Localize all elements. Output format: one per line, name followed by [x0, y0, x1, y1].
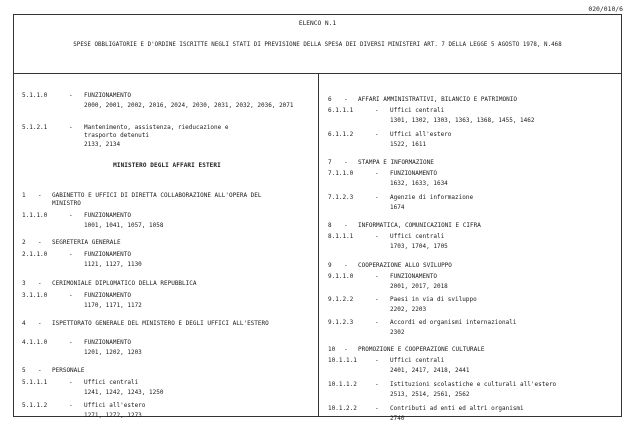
section-number: 7 — [328, 159, 332, 166]
item-dash: - — [375, 381, 379, 388]
section-heading — [328, 262, 618, 270]
item-dash: - — [375, 296, 379, 303]
list-item — [22, 251, 312, 268]
item-code: 9.1.1.0 — [328, 273, 354, 280]
section-heading — [328, 96, 618, 104]
item-label: FUNZIONAMENTO — [390, 273, 437, 280]
item-numbers: 2513, 2514, 2561, 2562 — [390, 390, 470, 398]
item-label: FUNZIONAMENTO — [84, 92, 131, 99]
item-numbers: 1301, 1302, 1303, 1363, 1368, 1455, 1462 — [390, 116, 535, 124]
section-dash: - — [38, 320, 42, 327]
document-code: 020/010/6 — [588, 5, 623, 13]
section-number: 1 — [22, 192, 26, 199]
item-code: 5.1.2.1 — [22, 124, 48, 131]
section-dash: - — [344, 96, 348, 103]
item-label: FUNZIONAMENTO — [84, 212, 131, 219]
item-numbers: 1241, 1242, 1243, 1250 — [84, 388, 164, 396]
item-label: Uffici centrali — [390, 107, 445, 114]
item-numbers: 1170, 1171, 1172 — [84, 301, 142, 309]
item-label: Paesi in via di sviluppo — [390, 296, 477, 303]
item-dash: - — [69, 292, 73, 299]
list-title: ELENCO N.1 — [298, 20, 337, 27]
item-dash: - — [375, 357, 379, 364]
column-divider — [318, 74, 319, 417]
item-dash: - — [69, 124, 73, 131]
section-label: STAMPA E INFORMAZIONE — [358, 159, 434, 166]
item-dash: - — [69, 379, 73, 386]
item-code: 9.1.2.3 — [328, 319, 354, 326]
list-item — [22, 212, 312, 229]
section-label: COOPERAZIONE ALLO SVILUPPO — [358, 262, 452, 269]
item-label: Uffici all'estero — [84, 402, 146, 409]
item-code: 9.1.2.2 — [328, 296, 354, 303]
section-heading — [22, 280, 312, 288]
item-label: Contributi ad enti ed altri organismi — [390, 405, 524, 412]
item-numbers: 2133, 2134 — [84, 141, 121, 149]
section-dash: - — [344, 346, 348, 353]
item-numbers: 1121, 1127, 1130 — [84, 260, 142, 268]
item-code: 5.1.1.0 — [22, 92, 48, 99]
item-dash: - — [69, 402, 73, 409]
section-dash: - — [344, 222, 348, 229]
section-label: ISPETTORATO GENERALE DEL MINISTERO E DEGLI UFFICI ALL'ESTERO — [52, 320, 269, 327]
section-label: INFORMATICA, COMUNICAZIONI E CIFRA — [358, 222, 481, 229]
section-number: 4 — [22, 320, 26, 327]
section-number: 3 — [22, 280, 26, 287]
item-dash: - — [69, 339, 73, 346]
item-dash: - — [69, 212, 73, 219]
section-label: PERSONALE — [52, 367, 85, 374]
item-label: Accordi ed organismi internazionali — [390, 319, 517, 326]
item-dash: - — [375, 405, 379, 412]
item-numbers: 2302 — [390, 328, 405, 336]
list-item — [22, 292, 312, 309]
list-item — [328, 194, 618, 211]
section-number: 5 — [22, 367, 26, 374]
item-code: 4.1.1.0 — [22, 339, 48, 346]
list-item — [328, 107, 618, 124]
item-code: 6.1.1.1 — [328, 107, 354, 114]
list-item — [328, 233, 618, 250]
item-numbers: 1703, 1704, 1705 — [390, 242, 448, 250]
item-label: FUNZIONAMENTO — [84, 339, 131, 346]
list-item — [22, 402, 312, 419]
section-number: 6 — [328, 96, 332, 103]
section-heading — [22, 239, 312, 247]
section-dash: - — [38, 280, 42, 287]
item-label: FUNZIONAMENTO — [84, 292, 131, 299]
document-header — [14, 15, 621, 74]
item-numbers: 1522, 1611 — [390, 140, 427, 148]
list-item — [328, 131, 618, 148]
list-item — [328, 357, 618, 374]
item-dash: - — [375, 273, 379, 280]
list-item — [22, 92, 312, 109]
section-dash: - — [38, 239, 42, 246]
item-code: 7.1.2.3 — [328, 194, 354, 201]
page-frame — [13, 14, 622, 422]
item-label: Uffici centrali — [390, 357, 445, 364]
section-number: 9 — [328, 262, 332, 269]
list-item — [22, 339, 312, 356]
list-item — [328, 319, 618, 336]
item-numbers: 2740 — [390, 414, 405, 422]
item-code: 3.1.1.0 — [22, 292, 48, 299]
section-label: SEGRETERIA GENERALE — [52, 239, 121, 246]
item-label: FUNZIONAMENTO — [84, 251, 131, 258]
section-number: 2 — [22, 239, 26, 246]
item-dash: - — [69, 92, 73, 99]
section-dash: - — [344, 159, 348, 166]
item-code: 10.1.1.2 — [328, 381, 357, 388]
item-numbers: 2202, 2203 — [390, 305, 427, 313]
section-label: CERIMONIALE DIPLOMATICO DELLA REPUBBLICA — [52, 280, 197, 287]
section-heading — [22, 192, 312, 207]
item-dash: - — [375, 233, 379, 240]
item-dash: - — [375, 170, 379, 177]
list-item — [328, 296, 618, 313]
item-code: 7.1.1.0 — [328, 170, 354, 177]
item-dash: - — [375, 107, 379, 114]
item-numbers: 1271, 1272, 1273 — [84, 411, 142, 419]
item-numbers: 1674 — [390, 203, 405, 211]
item-dash: - — [375, 194, 379, 201]
item-code: 5.1.1.1 — [22, 379, 48, 386]
item-code: 6.1.1.2 — [328, 131, 354, 138]
list-item — [22, 124, 312, 149]
section-dash: - — [344, 262, 348, 269]
list-subtitle: SPESE OBBLIGATORIE E D'ORDINE ISCRITTE NEGLI STATI DI PREVISIONE DELLA SPESA DEI DIVERSI MINISTERI ART. 7 DELLA LEGGE 5 AGOSTO 1978, N.468 — [73, 42, 562, 48]
item-numbers: 2401, 2417, 2418, 2441 — [390, 366, 470, 374]
ministry-title: MINISTERO DEGLI AFFARI ESTERI — [113, 162, 221, 169]
section-label: GABINETTO E UFFICI DI DIRETTA COLLABORAZIONE ALL'OPERA DEL MINISTRO — [52, 192, 262, 207]
section-heading — [22, 320, 312, 328]
item-dash: - — [375, 319, 379, 326]
item-numbers: 2000, 2001, 2002, 2016, 2024, 2030, 2031, 2032, 2036, 2071 — [84, 101, 294, 109]
list-item — [328, 405, 618, 422]
item-label: Uffici all'estero — [390, 131, 452, 138]
section-heading — [328, 222, 618, 230]
item-code: 5.1.1.2 — [22, 402, 48, 409]
item-label: Uffici centrali — [84, 379, 139, 386]
item-code: 10.1.1.1 — [328, 357, 357, 364]
section-dash: - — [38, 367, 42, 374]
item-label: FUNZIONAMENTO — [390, 170, 437, 177]
item-label: Istituzioni scolastiche e culturali all'estero — [390, 381, 557, 388]
item-label: Agenzie di informazione — [390, 194, 474, 201]
section-number: 8 — [328, 222, 332, 229]
section-label: PROMOZIONE E COOPERAZIONE CULTURALE — [358, 346, 485, 353]
item-numbers: 1001, 1041, 1057, 1058 — [84, 221, 164, 229]
section-number: 10 — [328, 346, 336, 353]
item-code: 2.1.1.0 — [22, 251, 48, 258]
list-item — [22, 379, 312, 396]
section-heading — [22, 367, 312, 375]
item-dash: - — [69, 251, 73, 258]
section-label: AFFARI AMMINISTRATIVI, BILANCIO E PATRIMONIO — [358, 96, 517, 103]
section-dash: - — [38, 192, 42, 199]
list-item — [328, 273, 618, 290]
item-code: 8.1.1.1 — [328, 233, 354, 240]
item-dash: - — [375, 131, 379, 138]
item-code: 1.1.1.0 — [22, 212, 48, 219]
item-numbers: 2001, 2017, 2018 — [390, 282, 448, 290]
item-numbers: 1632, 1633, 1634 — [390, 179, 448, 187]
section-heading — [328, 346, 618, 354]
item-code: 10.1.2.2 — [328, 405, 357, 412]
item-numbers: 1201, 1202, 1203 — [84, 348, 142, 356]
list-item — [328, 381, 618, 398]
item-label: Mantenimento, assistenza, rieducazione e trasporto detenuti — [84, 124, 229, 139]
list-item — [328, 170, 618, 187]
item-label: Uffici centrali — [390, 233, 445, 240]
section-heading — [328, 159, 618, 167]
